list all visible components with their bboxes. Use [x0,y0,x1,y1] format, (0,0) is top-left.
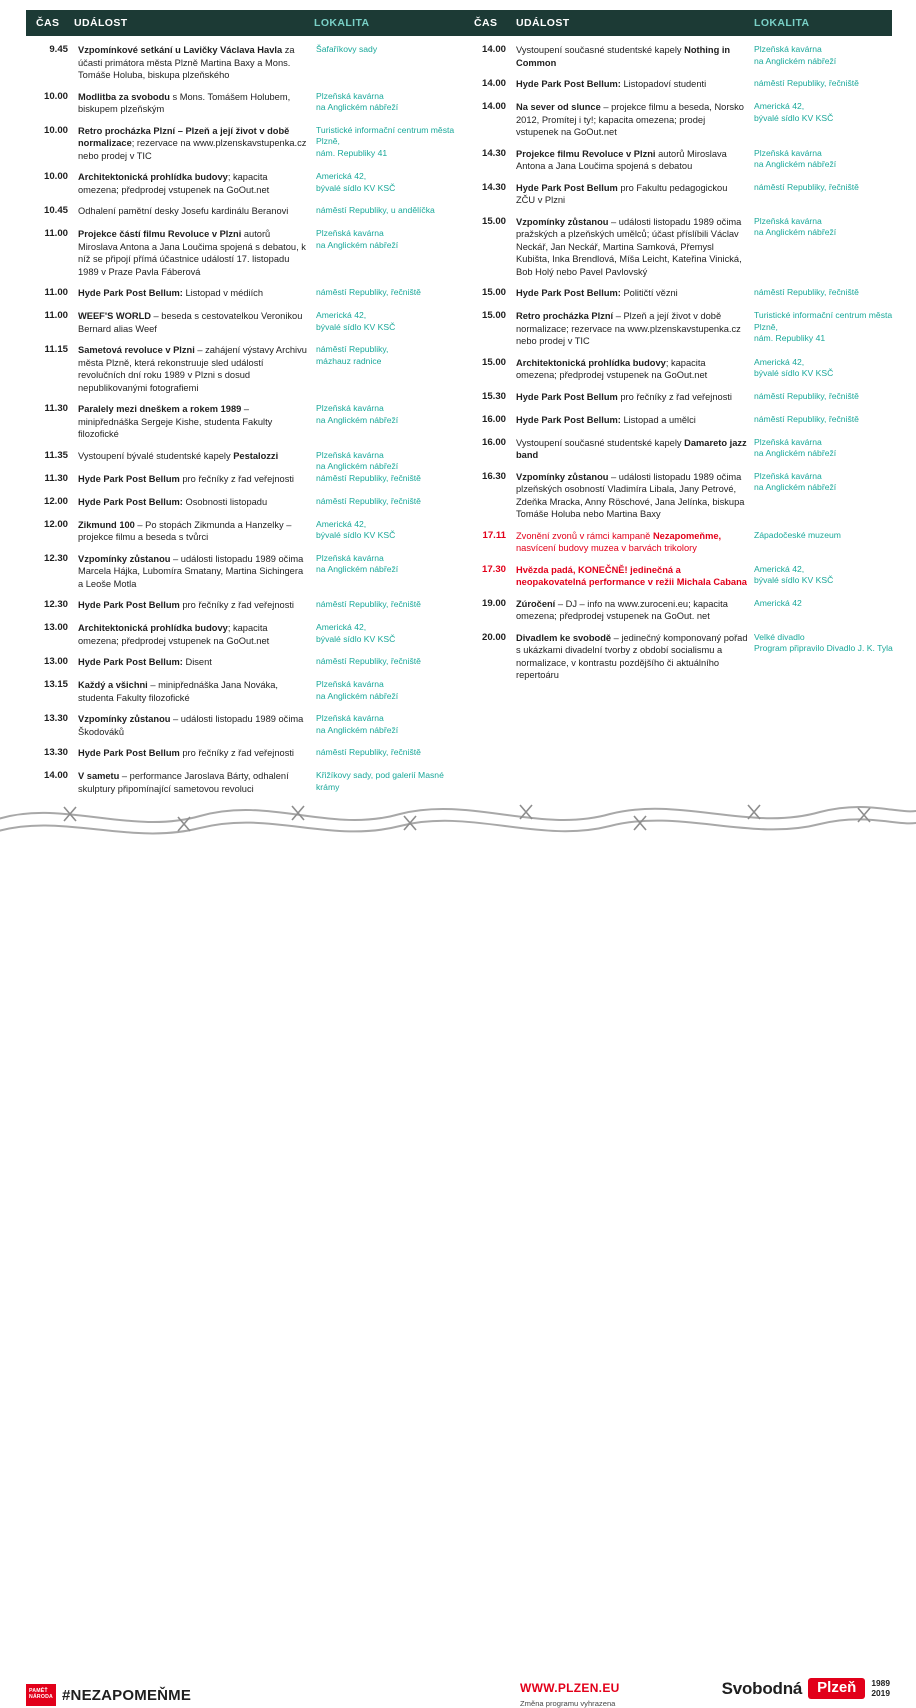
event-description: Zikmund 100 – Po stopách Zikmunda a Hanzelky – projekce filmu a beseda s tvůrci [78,519,292,542]
event-locality: Plzeňská kavárna na Anglickém nábřeží [316,552,399,575]
anniversary-years [871,1679,890,1698]
event-locality: Americká 42, bývalé sídlo KV KSČ [754,356,834,379]
event-locality: náměstí Republiky, řečniště [316,656,421,666]
event-locality: náměstí Republiky, řečniště [316,287,421,297]
event-locality: Americká 42, bývalé sídlo KV KSČ [316,171,396,193]
event-description: Vzpomínky zůstanou – události listopadu 1989 očima Škodováků [78,714,304,737]
event-time: 17.11 [482,529,506,541]
schedule-row [464,530,894,555]
event-description: WEEF'S WORLD – beseda s cestovatelkou Veronikou Bernard alias Weef [78,311,303,334]
event-time: 13.00 [43,622,68,633]
event-time: 13.15 [43,679,68,690]
schedule-row [464,471,894,521]
schedule-row [464,632,894,682]
schedule-row [464,357,894,382]
event-time: 12.00 [43,518,68,530]
event-locality: Americká 42, bývalé sídlo KV KSČ [316,622,396,644]
event-locality: Plzeňská kavárna na Anglickém nábřeží [316,228,399,250]
event-locality: Šafaříkovy sady [316,44,378,54]
event-time: 16.30 [481,470,506,482]
event-time: 16.00 [481,413,506,425]
event-time: 15.00 [481,215,506,227]
event-time: 11.00 [44,310,68,321]
event-locality: Plzeňská kavárna na Anglickém nábřeží [754,215,837,238]
event-description: Sametová revoluce v Plzni – zahájení výstavy Archivu města Plzně, která rekonstruuje sled událostí revolučních dní roku 1989 v Plzni s dosud nepublikovanými fotografiemi [78,345,307,393]
event-time: 11.00 [44,287,68,298]
event-description: Architektonická prohlídka budovy; kapacita omezena; předprodej vstupenek na GoOut.net [78,623,270,646]
event-description: Vystoupení současné studentské kapely Damareto jazz band [516,437,747,460]
header-time-right: ČAS [474,17,498,29]
event-description: Projekce částí filmu Revoluce v Plzni autorů Miroslava Antona a Jana Loučima spojená s debatou, k níž se připojí přímá účastnice událostí 17. listopadu 1989 v Praze Pavla Fáberová [78,229,306,277]
logo-line-1: PAMĚŤ [29,1688,48,1694]
event-locality: náměstí Republiky, řečniště [754,390,859,401]
brand-lockup [722,1678,890,1699]
website-link[interactable]: WWW.PLZEN.EU [520,1681,620,1695]
schedule-row [26,553,456,591]
schedule-column-left [26,44,456,804]
schedule-row [26,228,456,278]
event-description: Divadlem ke svobodě – jedinečný komponovaný pořad s ukázkami divadelní tvorby z období socialismu a normalizace, v kontrastu pozdějšího či aktuálního repertoáru [516,632,748,680]
event-description: Hyde Park Post Bellum: Listopad a umělci [516,414,696,425]
event-description: Paralely mezi dneškem a rokem 1989 – minipřednáška Sergeje Kishe, studenta Fakulty filozofické [78,404,273,439]
event-description: Hyde Park Post Bellum: Listopadoví studenti [516,79,707,89]
event-locality: Plzeňská kavárna na Anglickém nábřeží [754,147,837,170]
event-description: V sametu – performance Jaroslava Bárty, odhalení skulptury připomínající sametovou revoluci [78,771,289,794]
event-time: 10.00 [43,90,68,102]
event-time: 11.35 [44,449,68,461]
schedule-column-right [464,44,894,691]
schedule-row [26,519,456,544]
schedule-row [464,216,894,279]
schedule-row [464,564,894,589]
schedule-row [464,287,894,301]
event-description: Hyde Park Post Bellum: Disent [78,657,212,667]
schedule-row [26,656,456,670]
event-time: 13.30 [43,747,68,758]
event-description: Vzpomínky zůstanou – události listopadu 1989 očima plzeňských osobností Vladimíra Libala, Jany Petrové, Zdeňka Mracka, Anny Röschové, Jana Jelínka, biskupa Tomáše Holuba nebo Martina Baxy [516,471,745,519]
schedule-row [464,148,894,173]
event-description: Na sever od slunce – projekce filmu a beseda, Norsko 2012, Promítej i ty!; kapacita omezena; prodej vstupenek na GoOut.net [516,102,744,137]
header-event-right: UDÁLOST [516,17,570,29]
event-time: 9.45 [49,44,68,55]
schedule-row [464,310,894,348]
event-locality: Plzeňská kavárna na Anglickém nábřeží [754,470,837,493]
schedule-row [26,713,456,738]
event-locality: Křižíkovy sady, pod galerií Masné krámy [316,770,444,792]
event-time: 14.00 [43,770,68,781]
header-event-left: UDÁLOST [74,17,128,29]
event-time: 12.30 [43,552,68,564]
event-description: Zúročení – DJ – info na www.zuroceni.eu; kapacita omezena; předprodej vstupenek na GoOut. net [516,598,728,621]
event-time: 20.00 [481,631,506,643]
event-locality: náměstí Republiky, řečniště [754,413,859,424]
table-header [26,10,892,36]
schedule-row [464,182,894,207]
event-description: Hyde Park Post Bellum: Političtí vězni [516,288,678,298]
schedule-row [26,622,456,647]
event-locality: Americká 42, bývalé sídlo KV KSČ [754,563,834,586]
schedule-row [26,747,456,761]
event-locality: Turistické informační centrum města Plzně, nám. Republiky 41 [316,124,455,158]
event-time: 14.00 [481,44,506,55]
campaign-logo [26,1684,191,1706]
event-locality: Plzeňská kavárna na Anglickém nábřeží [316,713,399,735]
event-description: Architektonická prohlídka budovy; kapacita omezena; předprodej vstupenek na GoOut.net [78,172,270,195]
event-description: Hyde Park Post Bellum pro Fakultu pedagogickou ZČU v Plzni [516,182,728,205]
schedule-row [464,598,894,623]
event-locality: Plzeňská kavárna na Anglickém nábřeží [316,449,399,472]
event-description: Hyde Park Post Bellum pro řečníky z řad veřejnosti [78,473,294,484]
schedule-row [464,44,894,69]
event-description: Vzpomínky zůstanou – události listopadu 1989 očima Marcela Hájka, Lubomíra Smatany, Martina Sichingera a Leoše Motla [78,553,304,589]
event-description: Hyde Park Post Bellum pro řečníky z řad veřejnosti [516,391,732,402]
event-time: 14.00 [481,101,506,112]
schedule-row [26,171,456,196]
event-time: 13.30 [43,713,68,724]
event-time: 10.00 [43,171,68,182]
event-locality: Americká 42, bývalé sídlo KV KSČ [316,518,396,541]
year-from: 1989 [871,1677,890,1688]
event-time: 15.00 [481,310,506,321]
event-time: 11.15 [44,344,68,355]
event-description: Hvězda padá, KONEČNĚ! jedinečná a neopakovatelná performance v režii Michala Cabana [516,564,747,587]
event-time: 14.30 [481,147,506,159]
event-time: 11.30 [44,472,68,484]
event-locality: náměstí Republiky, řečniště [316,472,421,483]
header-time-left: ČAS [36,17,60,29]
event-locality: náměstí Republiky, řečniště [754,181,859,192]
schedule-row [26,770,456,795]
event-description: Odhalení pamětní desky Josefu kardinálu Beranovi [78,206,289,216]
event-time: 10.45 [43,205,68,216]
event-locality: Turistické informační centrum města Plzně, nám. Republiky 41 [754,310,893,344]
footer [0,838,916,1708]
event-time: 15.00 [481,287,506,298]
event-locality: náměstí Republiky, řečniště [754,287,859,297]
event-description: Retro procházka Plzní – Plzeň a její život v době normalizace; rezervace na www.plzenskavstupenka.cz nebo prodej v TIC [516,311,741,346]
schedule-row [464,78,894,92]
pamet-naroda-logo [26,1684,56,1706]
event-time: 16.00 [481,436,506,448]
header-locality-right: LOKALITA [754,17,810,29]
logo-line-2: NÁRODA [29,1694,53,1701]
event-description: Projekce filmu Revoluce v Plzni autorů Miroslava Antona a Jana Loučima spojená s debatou [516,148,727,171]
event-locality: Plzeňská kavárna na Anglickém nábřeží [316,679,399,701]
schedule-row [26,91,456,116]
event-time: 17.30 [481,563,506,575]
schedule-row [26,403,456,441]
event-description: Vzpomínky zůstanou – události listopadu 1989 očima pražských a plzeňských umělců; účast příslíbili Václav Neckář, Jan Neckář, Martina Samková, Přemysl Kubišta, Inka Brendlová, Míša Leicht, Kateřina Vinická, Bob Holý nebo Pavel Pavlovský [516,216,742,277]
event-description: Vzpomínkové setkání u Lavičky Václava Havla za účasti primátora města Plzně Martina Baxy a Mons. Tomáše Holuba, biskupa plzeňského [78,45,295,80]
schedule-row [26,473,456,487]
schedule-row [464,391,894,405]
footer-center [520,1681,620,1708]
event-locality: Americká 42 [754,597,802,608]
schedule-row [26,679,456,704]
program-disclaimer: Změna programu vyhrazena [520,1699,616,1708]
year-to: 2019 [871,1687,890,1698]
event-locality: náměstí Republiky, mázhauz radnice [316,344,389,366]
event-locality: Plzeňská kavárna na Anglickém nábřeží [316,90,399,113]
event-description: Modlitba za svobodu s Mons. Tomášem Holubem, biskupem plzeňským [78,91,291,114]
event-locality: Plzeňská kavárna na Anglickém nábřeží [316,403,399,425]
schedule-row [26,344,456,394]
event-locality: Americká 42, bývalé sídlo KV KSČ [754,101,834,123]
event-description: Retro procházka Plzní – Plzeň a její život v době normalizace; rezervace na www.plzenskavstupenka.cz nebo prodej v TIC [78,125,307,161]
event-time: 13.00 [43,656,68,667]
event-time: 14.00 [481,78,506,89]
event-locality: náměstí Republiky, řečniště [316,747,421,757]
brand-badge-plzen: Plzeň [808,1678,865,1699]
event-locality: Velké divadlo Program připravilo Divadlo J. K. Tyla [754,631,893,654]
schedule-row [26,449,456,472]
schedule-row [26,310,456,335]
schedule-row [464,414,894,428]
schedule-row [26,205,456,219]
event-time: 12.00 [43,495,68,507]
event-description: Vystoupení současné studentské kapely Nothing in Common [516,45,731,68]
campaign-hashtag: #NEZAPOMEŇME [62,1686,192,1704]
schedule-row [26,599,456,613]
schedule-row [26,287,456,301]
event-locality: Plzeňská kavárna na Anglickém nábřeží [754,44,837,66]
brand-word-svobodna: Svobodná [721,1678,803,1698]
event-description: Hyde Park Post Bellum: Osobnosti listopadu [78,496,268,507]
event-time: 19.00 [481,597,506,609]
event-time: 15.00 [481,356,506,368]
schedule-row [464,101,894,139]
event-locality: Západočeské muzeum [754,529,841,540]
event-description: Zvonění zvonů v rámci kampaně Nezapomeňme, nasvícení budovy muzea v barvách trikolory [516,530,722,553]
event-time: 11.00 [44,228,68,239]
event-locality: Americká 42, bývalé sídlo KV KSČ [316,310,396,332]
schedule-row [26,44,456,82]
event-time: 10.00 [43,124,68,136]
event-time: 15.30 [481,390,506,402]
event-time: 12.30 [43,599,68,610]
schedule-row [464,437,894,462]
event-time: 11.30 [44,403,68,414]
event-locality: náměstí Republiky, řečniště [316,599,421,609]
schedule-row [26,496,456,510]
event-description: Vystoupení bývalé studentské kapely Pestalozzi [78,450,279,461]
event-locality: náměstí Republiky, u andělíčka [316,205,435,215]
event-time: 14.30 [481,181,506,193]
event-description: Hyde Park Post Bellum pro řečníky z řad veřejnosti [78,748,294,758]
event-description: Hyde Park Post Bellum: Listopad v médiích [78,288,263,298]
event-locality: náměstí Republiky, řečniště [316,495,421,506]
event-description: Hyde Park Post Bellum pro řečníky z řad veřejnosti [78,600,294,610]
header-locality-left: LOKALITA [314,17,370,29]
event-description: Architektonická prohlídka budovy; kapacita omezena; předprodej vstupenek na GoOut.net [516,357,708,380]
event-locality: Plzeňská kavárna na Anglickém nábřeží [754,436,837,459]
schedule-row [26,125,456,163]
event-description: Každý a všichni – minipřednáška Jana Nováka, studenta Fakulty filozofické [78,680,278,703]
event-locality: náměstí Republiky, řečniště [754,78,859,88]
